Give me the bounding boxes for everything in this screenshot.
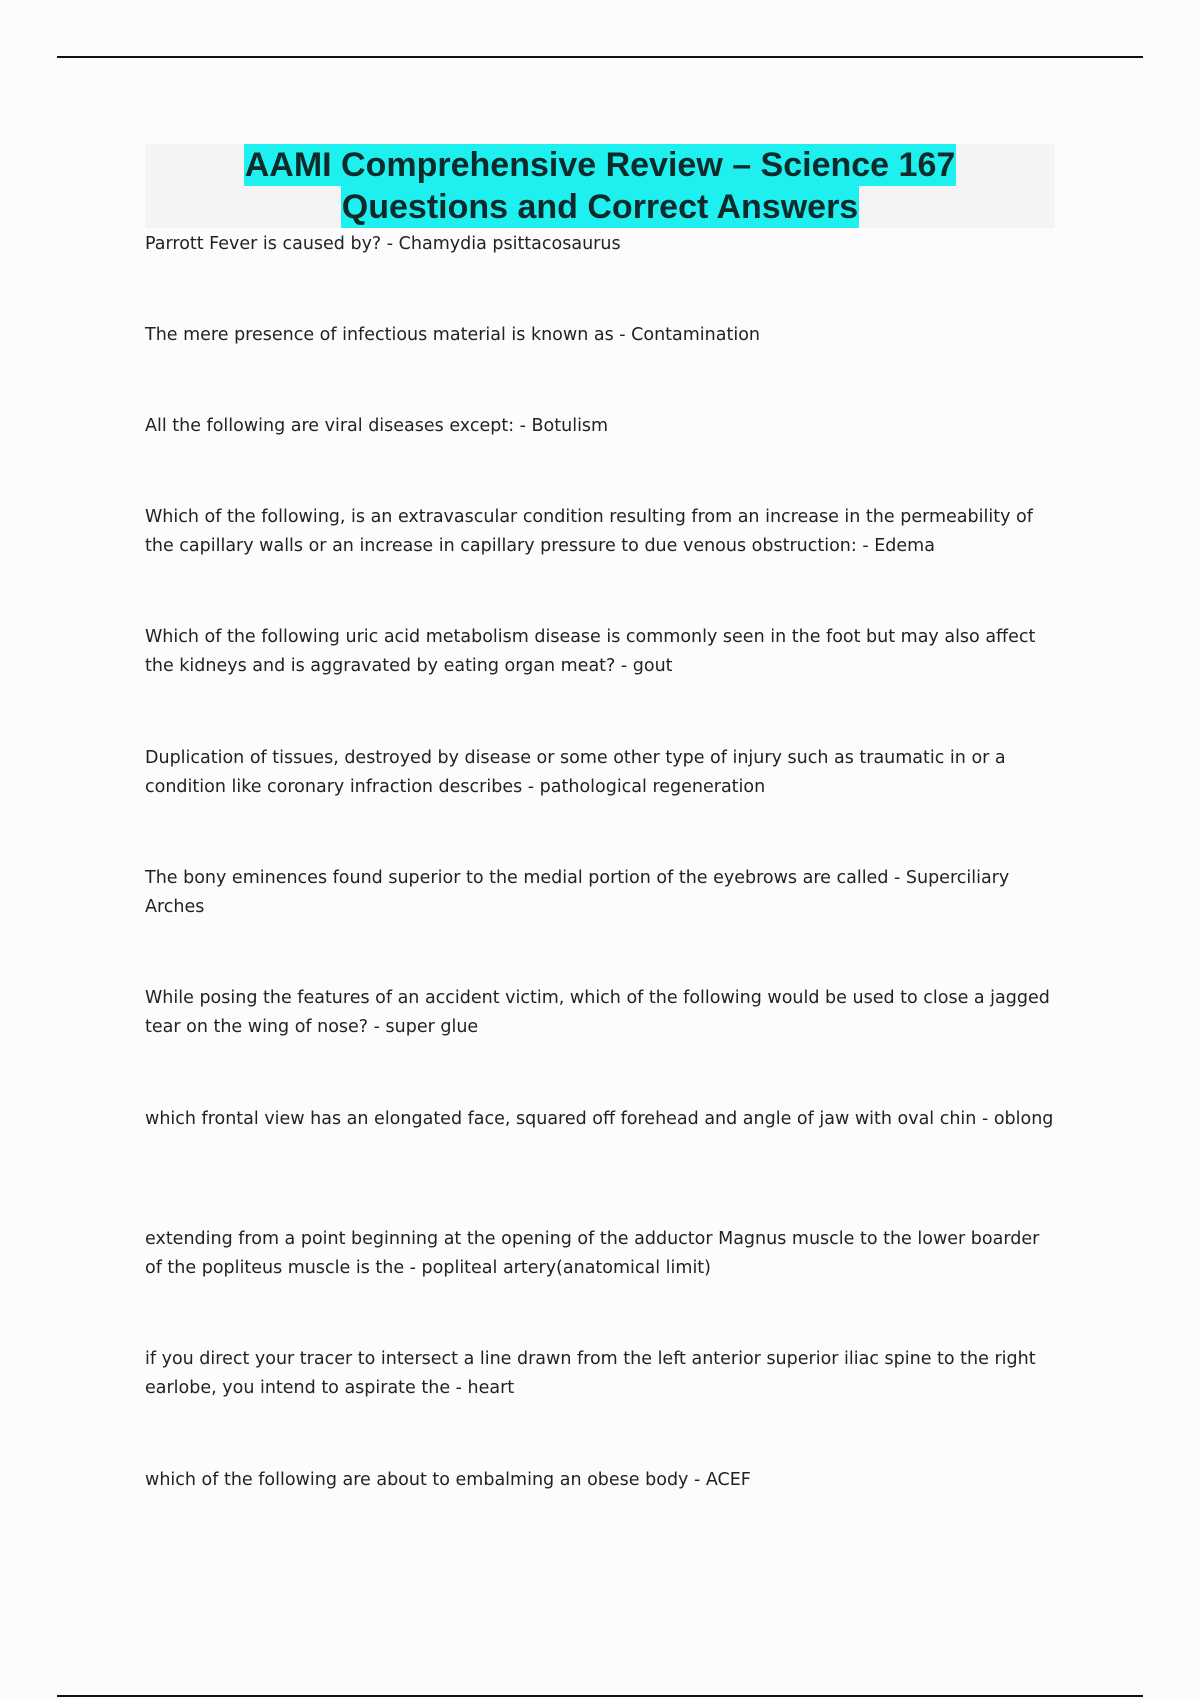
qa-item: All the following are viral diseases except: - Botulism [145, 416, 609, 436]
title-line-1: AAMI Comprehensive Review – Science 167 [244, 146, 956, 184]
qa-item: which of the following are about to embalming an obese body - ACEF [145, 1470, 751, 1490]
qa-item: Duplication of tissues, destroyed by disease or some other type of injury such as traumatic in or a condition like coronary infraction describes - pathological regeneration [145, 748, 1006, 797]
qa-item: The bony eminences found superior to the medial portion of the eyebrows are called - Superciliary Arches [145, 868, 1010, 917]
qa-item: Which of the following uric acid metabolism disease is commonly seen in the foot but may also affect the kidneys and is aggravated by eating organ meat? - gout [145, 627, 1036, 676]
qa-item: While posing the features of an accident victim, which of the following would be used to close a jagged tear on the wing of nose? - super glue [145, 988, 1050, 1037]
bottom-rule [57, 1695, 1143, 1697]
document-title [145, 144, 1055, 228]
title-line-2: Questions and Correct Answers [341, 188, 859, 226]
qa-item: The mere presence of infectious material is known as - Contamination [145, 325, 760, 345]
top-rule [57, 56, 1143, 58]
qa-item: Which of the following, is an extravascular condition resulting from an increase in the permeability of the capillary walls or an increase in capillary pressure to due venous obstruction: - Edema [145, 507, 1033, 556]
qa-item: if you direct your tracer to intersect a line drawn from the left anterior superior iliac spine to the right earlobe, you intend to aspirate the - heart [145, 1349, 1036, 1398]
qa-item: Parrott Fever is caused by? - Chamydia psittacosaurus [145, 234, 621, 254]
qa-item: which frontal view has an elongated face, squared off forehead and angle of jaw with oval chin - oblong [145, 1109, 1054, 1129]
qa-item: extending from a point beginning at the opening of the adductor Magnus muscle to the lower boarder of the popliteus muscle is the - popliteal artery(anatomical limit) [145, 1229, 1040, 1278]
